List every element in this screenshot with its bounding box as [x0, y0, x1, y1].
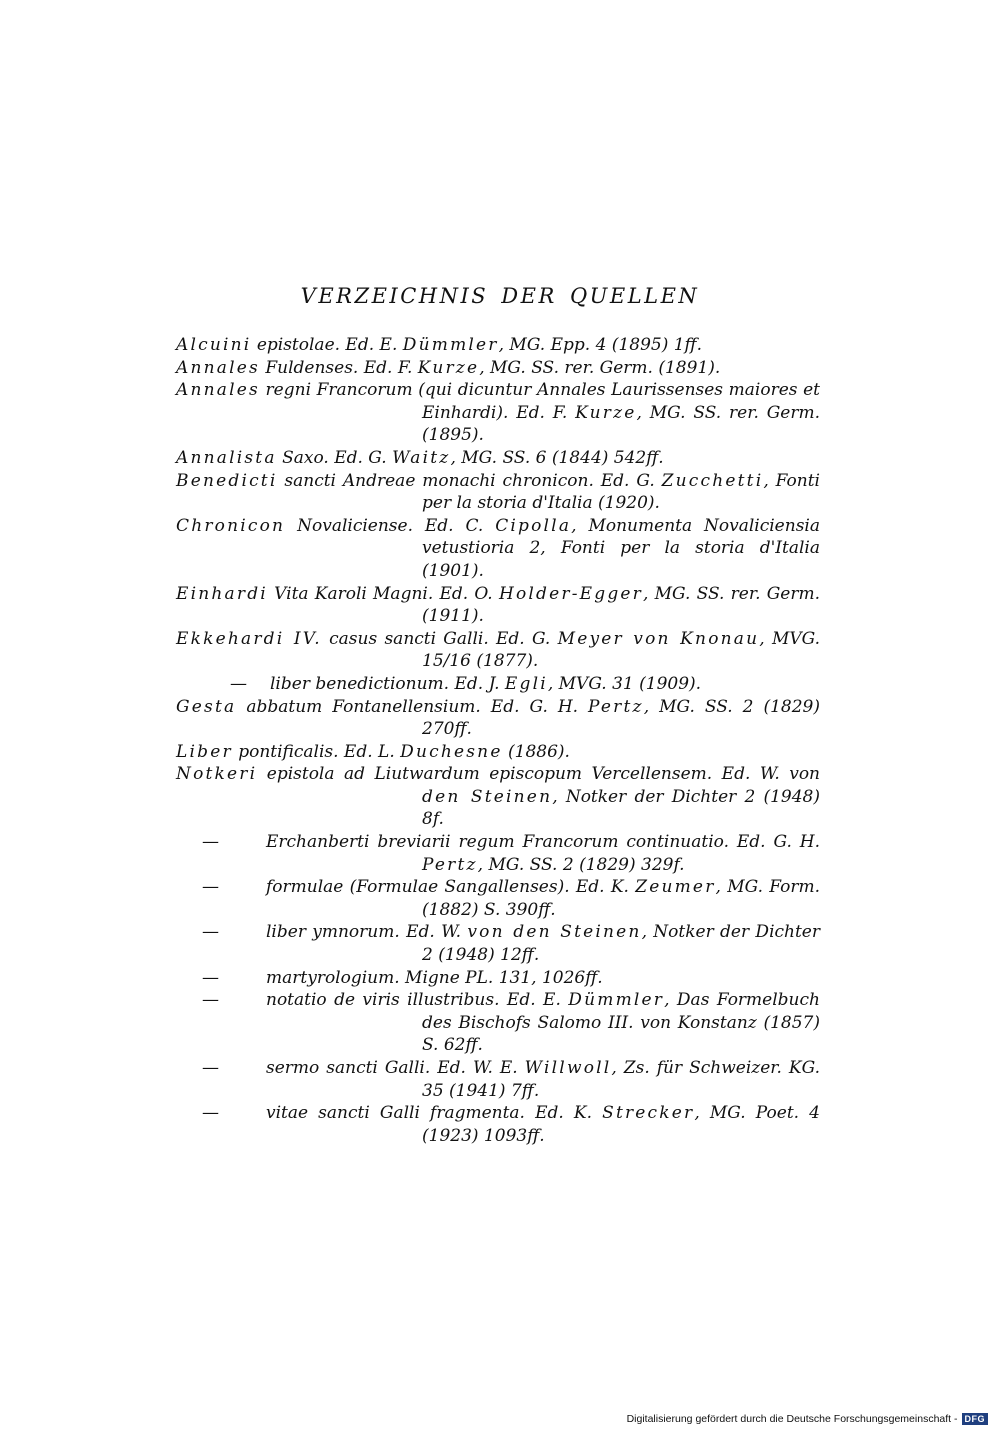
source-text: Erchanberti breviarii regum Francorum continuatio. Ed. G. H. — [266, 832, 820, 853]
editor-name: Kurze — [417, 357, 480, 378]
editor-name: Strecker — [602, 1103, 695, 1124]
list-item — [176, 379, 820, 447]
list-item — [176, 357, 820, 380]
source-rest: , MVG. 15/16 (1877). — [422, 628, 821, 672]
editor-name: Holder-Egger — [498, 583, 644, 604]
list-item — [176, 763, 820, 831]
list-subitem — [176, 921, 820, 966]
source-rest: , Monumenta Novaliciensia vetustioria 2, Fonti per la storia d'Italia (1901). — [422, 515, 820, 581]
dash-marker: — — [202, 1058, 219, 1078]
dash-marker: — — [202, 877, 219, 898]
source-rest: , MG. Epp. 4 (1895) 1ff. — [498, 335, 703, 355]
source-author: Notkeri — [176, 764, 258, 785]
source-list — [176, 334, 820, 1147]
source-rest: , MG. Poet. 4 (1923) 1093ff. — [422, 1103, 820, 1146]
source-rest: , MVG. 31 (1909). — [547, 673, 702, 694]
source-text: notatio de viris illustribus. Ed. E. — [266, 990, 569, 1011]
source-rest: , MG. SS. rer. Germ. (1895). — [422, 402, 820, 446]
source-text: pontificalis. Ed. L. — [232, 741, 401, 762]
page-title: VERZEICHNIS DER QUELLEN — [300, 284, 700, 308]
list-item — [176, 447, 820, 470]
source-rest: , Das Formelbuch des Bischofs Salomo III. von Konstanz (1857) S. 62ff. — [422, 990, 820, 1056]
editor-name: Zucchetti — [661, 470, 764, 491]
source-text: Saxo. Ed. G. — [276, 447, 393, 468]
source-author: Annales — [176, 357, 260, 378]
list-item — [176, 470, 820, 515]
list-subitem — [176, 876, 820, 921]
list-item — [176, 628, 820, 673]
source-rest: , Fonti per la storia d'Italia (1920). — [422, 470, 820, 514]
list-subitem — [176, 967, 820, 990]
source-author: Einhardi — [176, 583, 268, 604]
source-author: Chronicon — [176, 515, 286, 536]
list-subitem — [176, 989, 820, 1057]
source-text: sancti Andreae monachi chronicon. Ed. G. — [277, 470, 662, 491]
list-item — [176, 696, 820, 741]
source-rest: , Notker der Dichter 2 (1948) 12ff. — [422, 922, 820, 966]
source-rest: (1886). — [502, 741, 570, 762]
dash-marker: — — [202, 922, 219, 943]
editor-name: Zeumer — [635, 877, 716, 898]
editor-name: Egli — [504, 673, 548, 694]
source-text: sermo sancti Galli. Ed. W. E. — [266, 1058, 525, 1078]
dash-marker: — — [202, 967, 219, 988]
source-rest: , MG. SS. rer. Germ. (1911). — [422, 583, 820, 627]
source-author: Ekkehardi IV. — [176, 628, 322, 649]
source-text: epistolae. Ed. E. — [251, 335, 403, 355]
source-rest: , Zs. für Schweizer. KG. 35 (1941) 7ff. — [422, 1058, 820, 1101]
source-text: vitae sancti Galli fragmenta. Ed. K. — [266, 1103, 603, 1124]
editor-name: Dümmler — [402, 335, 499, 355]
source-author: Alcuini — [176, 335, 252, 355]
editor-name: Duchesne — [400, 741, 503, 762]
source-text: regni Francorum (qui dicuntur Annales Laurissenses maiores et Einhardi). Ed. F. — [259, 380, 820, 423]
editor-name: Kurze — [575, 402, 637, 423]
dash-marker: — — [202, 1103, 219, 1124]
editor-name: Willwoll — [524, 1058, 612, 1078]
source-rest: , MG. SS. 6 (1844) 542ff. — [450, 447, 664, 468]
source-rest: , MG. SS. 2 (1829) 270ff. — [422, 696, 820, 740]
editor-name: Cipolla — [495, 515, 572, 536]
dash-marker: — — [230, 673, 247, 694]
list-subitem — [176, 673, 820, 696]
editor-name: den Steinen — [422, 786, 553, 807]
list-item — [176, 583, 820, 628]
source-text: Vita Karoli Magni. Ed. O. — [267, 583, 499, 604]
source-author: Annales — [176, 380, 260, 401]
editor-name: Meyer von Knonau — [557, 628, 760, 649]
list-subitem — [176, 831, 820, 876]
source-author: Annalista — [176, 447, 277, 468]
digitization-credit — [627, 1413, 988, 1425]
credit-text: Digitalisierung gefördert durch die Deutsche Forschungsgemeinschaft - — [626, 1413, 958, 1425]
editor-name: Pertz — [588, 696, 644, 717]
editor-name: Pertz — [422, 854, 478, 875]
source-text: formulae (Formulae Sangallenses). Ed. K. — [266, 877, 636, 898]
source-text: abbatum Fontanellensium. Ed. G. H. — [236, 696, 589, 717]
source-author: Gesta — [176, 696, 237, 717]
source-text: martyrologium. Migne PL. 131, 1026ff. — [266, 967, 603, 988]
editor-name: Waitz — [392, 447, 451, 468]
list-item — [176, 334, 820, 357]
dfg-logo: DFG — [962, 1413, 989, 1425]
dash-marker: — — [202, 990, 219, 1011]
editor-name: von den Steinen — [467, 922, 642, 943]
source-author: Liber — [176, 741, 233, 762]
source-rest: , MG. SS. 2 (1829) 329f. — [477, 854, 685, 875]
editor-name: Dümmler — [568, 990, 665, 1011]
source-rest: , Notker der Dichter 2 (1948) 8f. — [422, 786, 820, 830]
source-author: Benedicti — [176, 470, 278, 491]
source-text: casus sancti Galli. Ed. G. — [321, 628, 558, 649]
dash-marker: — — [202, 832, 219, 853]
list-item — [176, 741, 820, 764]
source-text: epistola ad Liutwardum episcopum Vercellensem. Ed. W. von — [257, 764, 820, 785]
source-text: liber ymnorum. Ed. W. — [266, 922, 468, 943]
source-text: Novaliciense. Ed. C. — [285, 515, 496, 536]
source-rest: , MG. Form. (1882) S. 390ff. — [422, 877, 820, 920]
source-rest: , MG. SS. rer. Germ. (1891). — [479, 357, 721, 378]
source-text: Fuldenses. Ed. F. — [259, 357, 418, 378]
list-item — [176, 515, 820, 583]
list-subitem — [176, 1057, 820, 1102]
source-text: liber benedictionum. Ed. J. — [270, 673, 505, 694]
list-subitem — [176, 1102, 820, 1147]
